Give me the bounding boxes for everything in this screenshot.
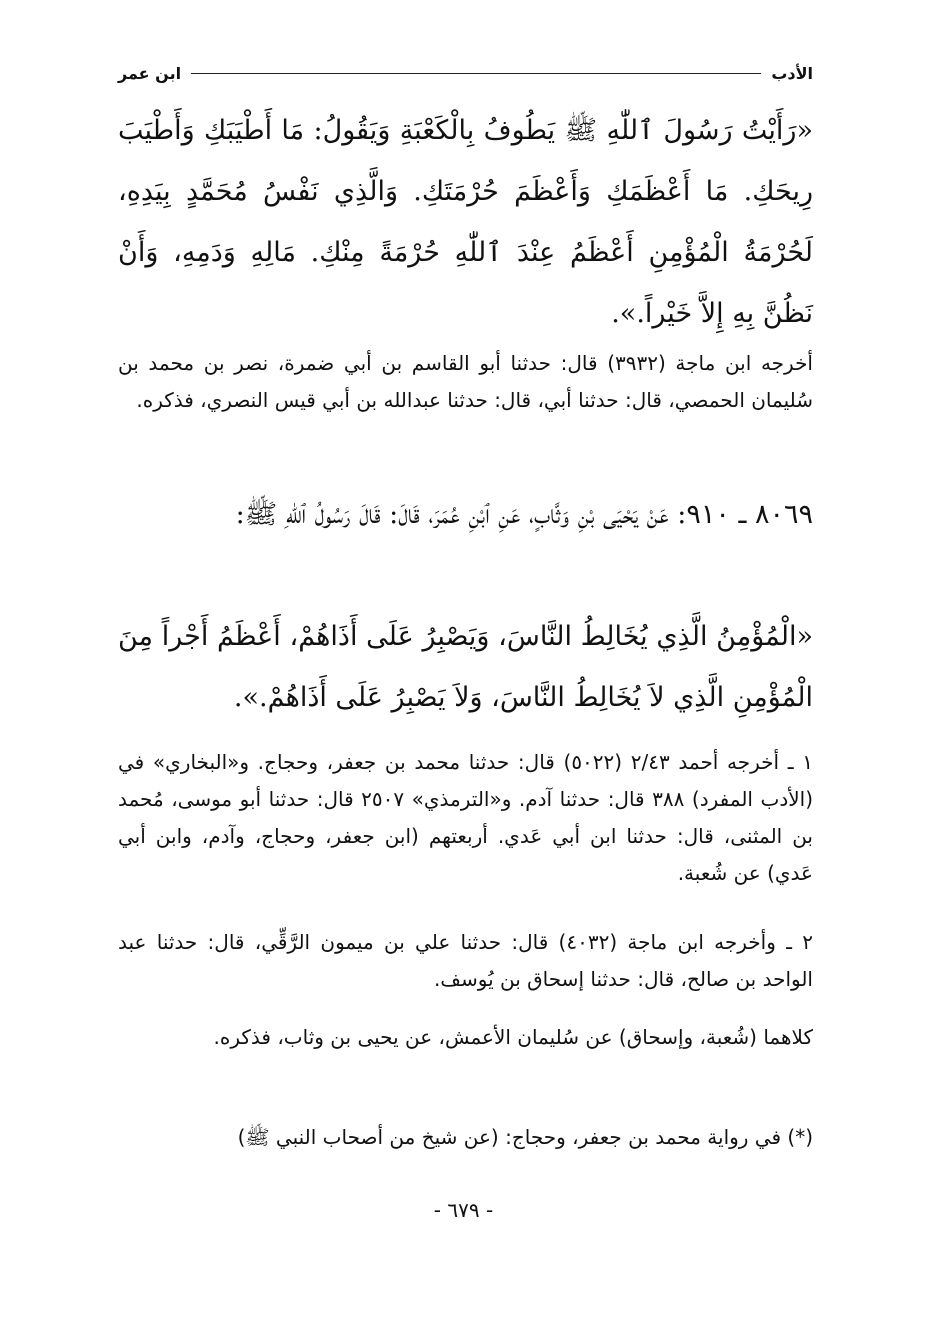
- hadith-text-2: «الْمُؤْمِنُ الَّذِي يُخَالِطُ النَّاسَ، وَيَصْبِرُ عَلَى أَذَاهُمْ، أَعْظَمُ أَجْراً مِنَ الْمُؤْمِنِ الَّذِي لاَ يُخَالِطُ النَّاسَ، وَلاَ يَصْبِرُ عَلَى أَذَاهُمْ.».: [118, 621, 813, 713]
- hadith-heading-2: ٨٠٦٩ ـ ٩١٠: عَنْ يَحْيَى بْنِ وَثَّابٍ، عَنِ ٱبْنِ عُمَرَ، قَالَ: قَالَ رَسُولُ ٱللّٰهِ ﷺ:: [235, 499, 813, 530]
- takhrij-note-1: أخرجه ابن ماجة (٣٩٣٢) قال: حدثنا أبو القاسم بن أبي ضمرة، نصر بن محمد بن سُليمان الحمصي، قال: حدثنا أبي، قال: حدثنا عبدالله بن أبي قيس النصري، فذكره.: [118, 351, 813, 412]
- narrator-name: ابن عمر: [118, 63, 182, 83]
- takhrij-note-2: ١ ـ أخرجه أحمد ٢/٤٣ (٥٠٢٢) قال: حدثنا محمد بن جعفر، وحجاج. و«البخاري» في (الأدب المفرد) ٣٨٨ قال: حدثنا آدم. و«الترمذي» ٢٥٠٧ قال: حدثنا أبو موسى، مُحمد بن المثنى، قال: حدثنا ابن أبي عَدي. أربعتهم (ابن جعفر، وحجاج، وآدم، وابن أبي عَدي) عن شُعبة.: [118, 750, 813, 885]
- takhrij-note-4: كلاهما (شُعبة، وإسحاق) عن سُليمان الأعمش، عن يحيى بن وثاب، فذكره.: [213, 1025, 813, 1049]
- footnote: (*) في رواية محمد بن جعفر، وحجاج: (عن شيخ من أصحاب النبي ﷺ): [237, 1125, 813, 1149]
- running-header: [118, 58, 813, 88]
- chapter-title: الأدب: [771, 63, 813, 83]
- header-rule: [191, 73, 761, 74]
- page-number: - ٦٧٩ -: [433, 1198, 494, 1222]
- hadith-text-1: «رَأَيْتُ رَسُولَ ٱللّٰهِ ﷺ يَطُوفُ بِالْكَعْبَةِ وَيَقُولُ: مَا أَطْيَبَكِ وَأَطْيَبَ رِيحَكِ. مَا أَعْظَمَكِ وَأَعْظَمَ حُرْمَتَكِ. وَالَّذِي نَفْسُ مُحَمَّدٍ بِيَدِهِ، لَحُرْمَةُ الْمُؤْمِنِ أَعْظَمُ عِنْدَ ٱللّٰهِ حُرْمَةً مِنْكِ. مَالِهِ وَدَمِهِ، وَأَنْ نَظُنَّ بِهِ إِلاَّ خَيْراً.».: [118, 115, 813, 329]
- takhrij-note-3: ٢ ـ وأخرجه ابن ماجة (٤٠٣٢) قال: حدثنا علي بن ميمون الرَّقِّي، قال: حدثنا عبد الواحد بن صالح، قال: حدثنا إسحاق بن يُوسف.: [118, 930, 813, 991]
